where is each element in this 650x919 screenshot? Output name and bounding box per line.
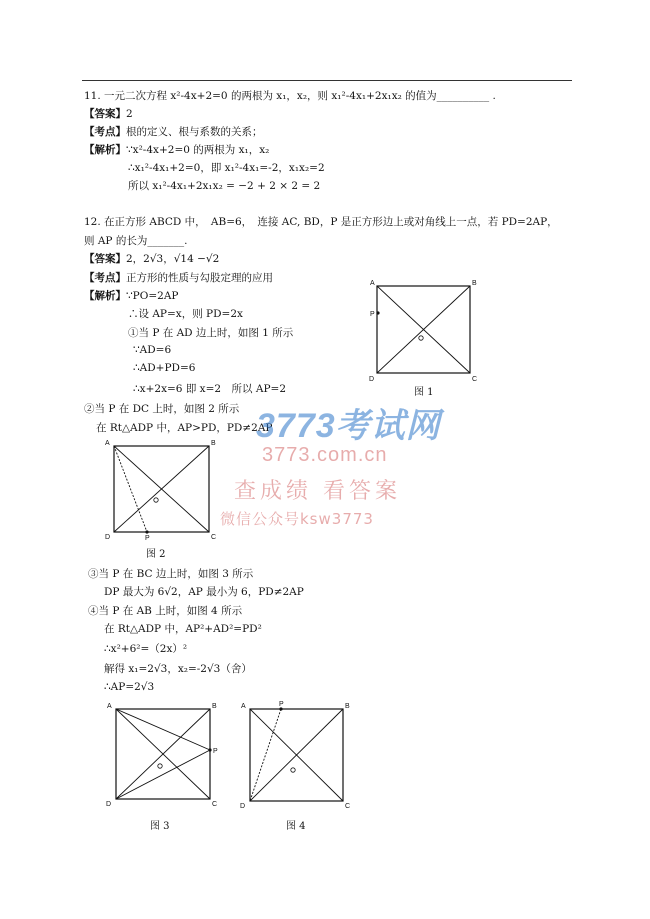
analysis-line: ∵AD=6 bbox=[133, 344, 172, 356]
center-o-mark bbox=[158, 764, 162, 768]
figure-1-diagram bbox=[368, 280, 480, 384]
figure-4 bbox=[238, 700, 356, 808]
vertex-a-label: A bbox=[107, 703, 112, 710]
point-p-label: P bbox=[370, 311, 375, 318]
point-tag: 【考点】 bbox=[84, 126, 126, 138]
analysis-line: ∴x₁²-4x₁+2=0，即 x₁²-4x₁=-2，x₁x₂=2 bbox=[128, 162, 325, 174]
analysis-line: 所以 x₁²-4x₁+2x₁x₂ = −2 + 2 × 2 = 2 bbox=[128, 180, 321, 192]
analysis-line: ∴设 AP=x，则 PD=2x bbox=[128, 308, 243, 320]
segment-dp bbox=[116, 750, 210, 799]
point-p-label: P bbox=[213, 748, 218, 755]
analysis-line: ②当 P 在 DC 上时，如图 2 所示 bbox=[84, 403, 240, 415]
q11-point bbox=[84, 124, 263, 139]
watermark-site: 3773.com.cn bbox=[262, 444, 388, 466]
vertex-d-label: D bbox=[105, 534, 111, 541]
figure-1-caption: 图 1 bbox=[414, 387, 434, 398]
point-text: 正方形的性质与勾股定理的应用 bbox=[126, 272, 273, 284]
watermark-wechat: 微信公众号ksw3773 bbox=[220, 510, 374, 528]
analysis-line: ①当 P 在 AD 边上时，如图 1 所示 bbox=[128, 327, 294, 339]
analysis-tag: 【解析】 bbox=[84, 290, 126, 302]
analysis-line: ∴x+2x=6 即 x=2 所以 AP=2 bbox=[133, 383, 287, 395]
figure-2-caption: 图 2 bbox=[146, 549, 166, 560]
vertex-d-label: D bbox=[106, 801, 112, 808]
vertex-a-label: A bbox=[241, 703, 246, 710]
analysis-line: ∵PO=2AP bbox=[126, 290, 179, 302]
q12-answer bbox=[84, 251, 219, 266]
analysis-line: ③当 P 在 BC 边上时，如图 3 所示 bbox=[88, 568, 254, 580]
q11-answer bbox=[84, 106, 133, 121]
vertex-b-label: B bbox=[472, 280, 477, 287]
point-p-dot bbox=[145, 530, 148, 533]
figure-4-caption: 图 4 bbox=[286, 821, 306, 832]
center-o-mark bbox=[154, 498, 158, 502]
center-o-mark bbox=[291, 768, 295, 772]
q11-stem: 11. 一元二次方程 x²-4x+2=0 的两根为 x₁，x₂，则 x₁²-4x₁+2x₁x₂ 的值为__________ . bbox=[84, 90, 496, 102]
analysis-line: ④当 P 在 AB 上时，如图 4 所示 bbox=[88, 605, 243, 617]
analysis-tag: 【解析】 bbox=[84, 144, 126, 156]
segment-dp bbox=[250, 709, 281, 801]
point-tag: 【考点】 bbox=[84, 272, 126, 284]
q12-stem-line1: 12. 在正方形 ABCD 中， AB=6， 连接 AC, BD，P 是正方形边上或对角线上一点，若 PD=2AP， bbox=[84, 216, 558, 228]
vertex-c-label: C bbox=[212, 801, 218, 808]
q12-point bbox=[84, 270, 273, 285]
figure-3-caption: 图 3 bbox=[150, 821, 170, 832]
analysis-line: 在 Rt△ADP 中，AP>PD，PD≠2AP bbox=[96, 422, 273, 434]
vertex-b-label: B bbox=[212, 703, 217, 710]
vertex-a-label: A bbox=[105, 440, 110, 447]
q12-analysis bbox=[84, 288, 178, 303]
point-p-dot bbox=[208, 748, 211, 751]
analysis-line: 在 Rt△ADP 中，AP²+AD²=PD² bbox=[104, 623, 262, 635]
segment-ap bbox=[116, 709, 210, 750]
segment-ap bbox=[114, 446, 147, 532]
watermark-logo: 3773考试网 bbox=[256, 407, 441, 445]
figure-2-diagram bbox=[104, 437, 218, 541]
figure-3-diagram bbox=[104, 700, 224, 808]
point-text: 根的定义、根与系数的关系； bbox=[126, 126, 263, 138]
answer-value: 2，2√3，√14 −√2 bbox=[126, 253, 220, 265]
figure-2 bbox=[104, 437, 218, 541]
point-p-label: P bbox=[145, 535, 150, 542]
figure-4-diagram bbox=[238, 700, 356, 808]
vertex-b-label: B bbox=[211, 440, 216, 447]
vertex-b-label: B bbox=[345, 703, 350, 710]
vertex-c-label: C bbox=[211, 534, 217, 541]
top-rule bbox=[82, 80, 572, 81]
vertex-d-label: D bbox=[369, 376, 375, 383]
center-o-mark bbox=[419, 336, 423, 340]
analysis-line: 解得 x₁=2√3，x₂=-2√3（舍） bbox=[104, 663, 252, 675]
analysis-line: ∴AD+PD=6 bbox=[133, 362, 196, 374]
vertex-d-label: D bbox=[240, 803, 246, 810]
answer-tag: 【答案】 bbox=[84, 253, 126, 265]
vertex-c-label: C bbox=[345, 803, 351, 810]
point-p-label: P bbox=[279, 701, 284, 708]
analysis-line: ∵x²-4x+2=0 的两根为 x₁，x₂ bbox=[126, 144, 270, 156]
figure-1 bbox=[368, 280, 480, 384]
analysis-line: DP 最大为 6√2，AP 最小为 6，PD≠2AP bbox=[104, 586, 304, 598]
answer-value: 2 bbox=[126, 108, 133, 120]
figure-3 bbox=[104, 700, 224, 808]
q11-analysis bbox=[84, 142, 269, 157]
analysis-line: ∴x²+6²=（2x）² bbox=[104, 643, 188, 655]
q12-stem-line2: 则 AP 的长为_______. bbox=[84, 235, 188, 247]
answer-tag: 【答案】 bbox=[84, 108, 126, 120]
vertex-a-label: A bbox=[370, 280, 375, 287]
point-p-dot bbox=[376, 311, 379, 314]
watermark-slogan: 查成绩 看答案 bbox=[234, 479, 401, 504]
analysis-line: ∴AP=2√3 bbox=[104, 681, 155, 693]
vertex-c-label: C bbox=[472, 376, 478, 383]
